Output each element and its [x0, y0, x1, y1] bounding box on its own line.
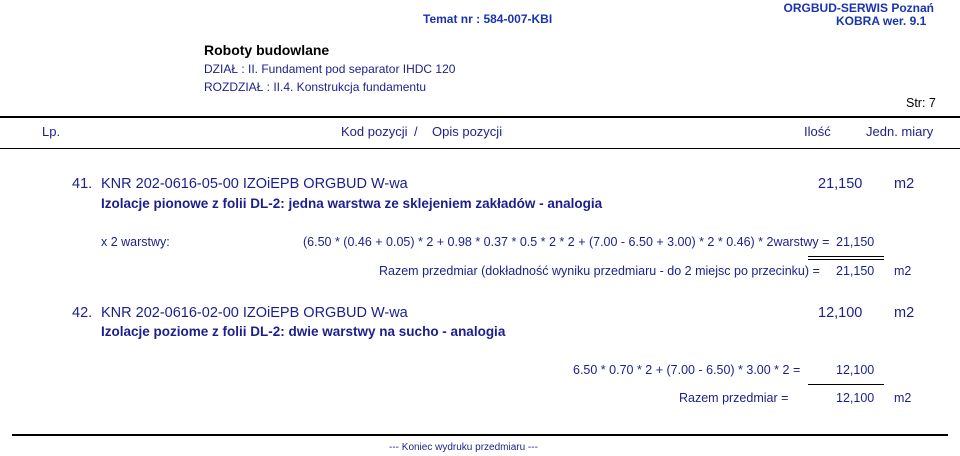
- temat-label: Temat nr : 584-007-KBI: [423, 12, 553, 26]
- col-ilosc: Ilość: [804, 124, 831, 139]
- table-top-rule: [0, 116, 960, 118]
- calc-value: 12,100: [836, 363, 875, 377]
- program-version: KOBRA wer. 9.1: [836, 14, 927, 28]
- item-unit: m2: [894, 305, 915, 321]
- total-value: 21,150: [836, 264, 875, 278]
- calc-value: 21,150: [836, 235, 875, 249]
- dzial-line: DZIAŁ : II. Fundament pod separator IHDC 120: [204, 62, 456, 76]
- sum-rule: [808, 259, 884, 260]
- item-description: Izolacje poziome z folii DL-2: dwie warstwy na sucho - analogia: [101, 324, 506, 339]
- sum-rule: [808, 384, 884, 385]
- col-jedn: Jedn. miary: [866, 124, 934, 139]
- total-label: Razem przedmiar (dokładność wyniku przedmiaru - do 2 miejsc po przecinku) =: [379, 264, 820, 278]
- table-header-rule: [0, 148, 960, 149]
- item-quantity: 12,100: [818, 305, 863, 321]
- calc-label: x 2 warstwy:: [101, 235, 170, 249]
- end-of-printout: --- Koniec wydruku przedmiaru ---: [389, 442, 538, 453]
- company-name: ORGBUD-SERWIS Poznań: [783, 1, 934, 15]
- calc-expression: (6.50 * (0.46 + 0.05) * 2 + 0.98 * 0.37 * 0.5 * 2 * 2 + (7.00 - 6.50 + 3.00) * 2 * 0.46) * 2warstwy =: [303, 235, 830, 249]
- item-unit: m2: [894, 176, 915, 192]
- item-quantity: 21,150: [818, 176, 863, 192]
- item-description: Izolacje pionowe z folii DL-2: jedna warstwa ze sklejeniem zakładów - analogia: [101, 196, 603, 211]
- item-lp: 42.: [72, 305, 93, 321]
- footer-rule: [12, 434, 948, 436]
- rozdzial-line: ROZDZIAŁ : II.4. Konstrukcja fundamentu: [204, 80, 427, 94]
- item-code: KNR 202-0616-02-00 IZOiEPB ORGBUD W-wa: [101, 305, 408, 321]
- col-slash: /: [414, 124, 418, 139]
- total-value: 12,100: [836, 391, 875, 405]
- total-unit: m2: [894, 391, 912, 405]
- col-kod: Kod pozycji: [341, 124, 408, 139]
- col-opis: Opis pozycji: [432, 124, 503, 139]
- sum-rule: [808, 256, 884, 257]
- total-unit: m2: [894, 264, 912, 278]
- col-lp: Lp.: [42, 124, 61, 139]
- calc-expression: 6.50 * 0.70 * 2 + (7.00 - 6.50) * 3.00 * 2 =: [573, 363, 801, 377]
- item-code: KNR 202-0616-05-00 IZOiEPB ORGBUD W-wa: [101, 176, 408, 192]
- page-number: Str: 7: [906, 96, 936, 110]
- section-title: Roboty budowlane: [204, 42, 330, 58]
- total-label: Razem przedmiar =: [679, 391, 789, 405]
- item-lp: 41.: [72, 176, 93, 192]
